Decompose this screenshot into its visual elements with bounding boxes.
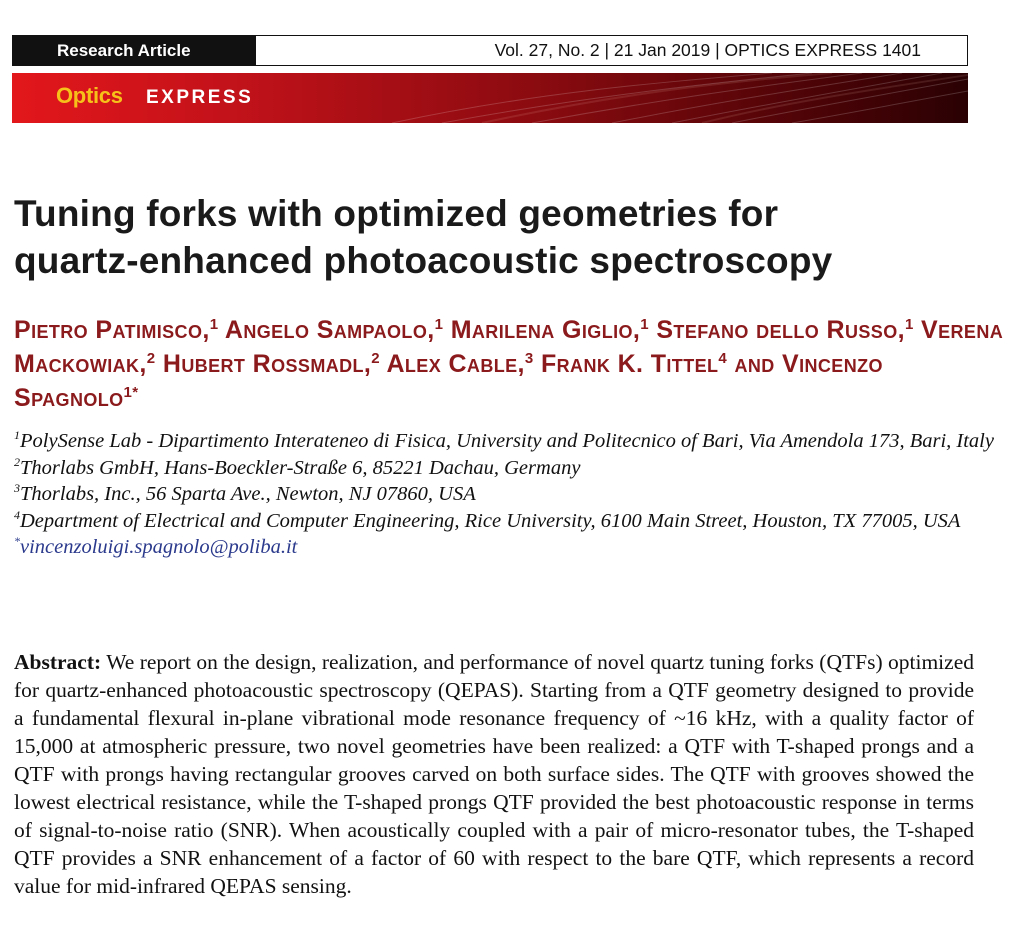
- title-line-1: Tuning forks with optimized geometries for: [14, 193, 779, 234]
- author-affiliation-marker: 2: [371, 350, 381, 367]
- author-separator: [443, 316, 450, 344]
- author-separator: [534, 350, 541, 378]
- affiliation-item: [14, 481, 1004, 508]
- affiliation-item: [14, 508, 1004, 535]
- author-name: Verena Mackowiak,: [14, 316, 1004, 378]
- affiliation-list: [14, 428, 1004, 561]
- author-name: Stefano dello Russo,: [656, 316, 905, 344]
- author-name: Frank K. Tittel: [540, 350, 719, 378]
- author-affiliation-marker: 2: [146, 350, 156, 367]
- affiliation-item: [14, 455, 1004, 482]
- author-affiliation-marker: 3: [524, 350, 534, 367]
- citation-info: Vol. 27, No. 2 | 21 Jan 2019 | OPTICS EXPRESS 1401: [494, 40, 921, 60]
- affiliation-text: Thorlabs, Inc., 56 Sparta Ave., Newton, NJ 07860, USA: [20, 483, 476, 505]
- affiliation-marker: 1: [14, 428, 20, 442]
- brand-optics-word: Optics: [56, 83, 123, 108]
- article-type-label: Research Article: [13, 36, 256, 65]
- author-affiliation-marker: 4: [718, 350, 728, 367]
- journal-banner: [12, 73, 968, 123]
- affiliation-item: [14, 428, 1004, 455]
- affiliation-text: Thorlabs GmbH, Hans-Boeckler-Straße 6, 85221 Dachau, Germany: [20, 456, 581, 479]
- email-link[interactable]: vincenzoluigi.spagnolo@poliba.it: [20, 536, 298, 558]
- author-affiliation-marker: 1: [209, 316, 219, 333]
- author-name: Marilena Giglio,: [450, 316, 641, 344]
- author-name: Hubert Rossmadl,: [162, 350, 372, 378]
- brand-express-word: EXPRESS: [146, 87, 254, 108]
- affiliation-marker: 3: [14, 481, 20, 495]
- corresponding-email[interactable]: [14, 534, 1004, 561]
- author-separator: [914, 316, 921, 344]
- affiliation-marker: 2: [14, 454, 20, 469]
- affiliation-text: PolySense Lab - Dipartimento Interateneo di Fisica, University and Politecnico of Bari, Via Amendola 173, Bari, Italy: [20, 430, 994, 452]
- journal-header: [12, 35, 968, 66]
- title-line-2: quartz-enhanced photoacoustic spectroscopy: [14, 240, 833, 281]
- abstract: [14, 648, 974, 900]
- author-separator: and: [727, 350, 783, 378]
- author-name: Pietro Patimisco,: [14, 316, 210, 344]
- affiliation-marker: 4: [14, 507, 20, 522]
- author-affiliation-marker: 1: [434, 316, 444, 333]
- corresponding-marker: *: [14, 534, 20, 548]
- author-name: Alex Cable,: [386, 350, 525, 378]
- author-affiliation-marker: 1*: [123, 384, 139, 401]
- author-separator: [156, 350, 163, 378]
- affiliation-text: Department of Electrical and Computer Engineering, Rice University, 6100 Main Street, Houston, TX 77005, USA: [20, 509, 961, 532]
- author-name: Vincenzo Spagnolo: [14, 350, 883, 412]
- abstract-label: Abstract:: [14, 650, 102, 674]
- author-affiliation-marker: 1: [640, 316, 649, 333]
- author-affiliation-marker: 1: [904, 316, 914, 333]
- article-title: [14, 190, 1004, 284]
- author-name: Angelo Sampaolo,: [224, 316, 435, 344]
- abstract-text: We report on the design, realization, and performance of novel quartz tuning forks (QTFs) optimized for quartz-enhanced photoacoustic spectroscopy (QEPAS). Starting from a QTF geometry designed to provide a fundamental flexural in-plane vibrational mode resonance frequency of ~16 kHz, with a quality factor of 15,000 at atmospheric pressure, two novel geometries have been realized: a QTF with T-shaped prongs and a QTF with prongs having rectangular grooves carved on both surface sides. The QTF with grooves showed the lowest electrical resistance, while the T-shaped prongs QTF provided the best photoacoustic response in terms of signal-to-noise ratio (SNR). When acoustically coupled with a pair of micro-resonator tubes, the T-shaped QTF provides a SNR enhancement of a factor of 60 with respect to the bare QTF, which represents a record value for mid-infrared QEPAS sensing.: [14, 650, 974, 898]
- author-list: [14, 313, 1004, 415]
